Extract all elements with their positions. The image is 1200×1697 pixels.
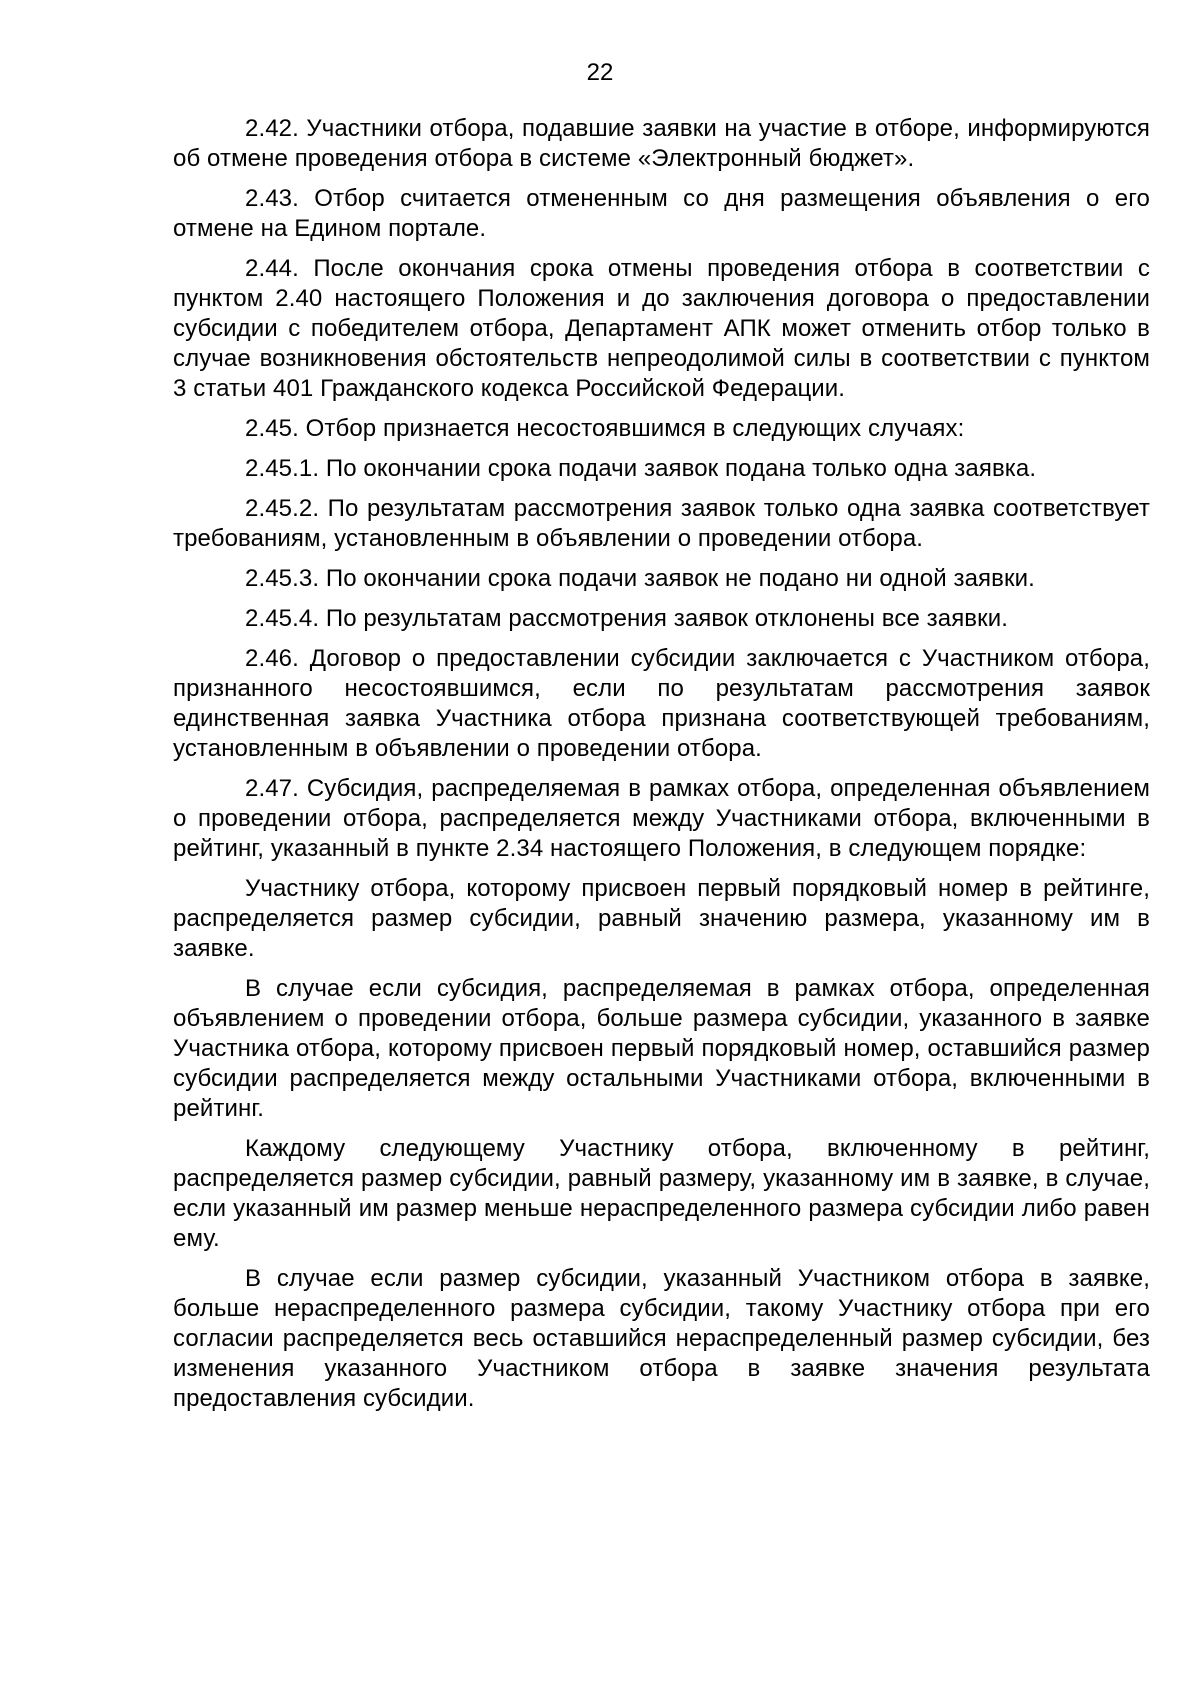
paragraph-2-45-1: 2.45.1. По окончании срока подачи заявок подана только одна заявка. <box>245 455 1037 482</box>
paragraph-2-44: 2.44. После окончания срока отмены проведения отбора в соответствии с пунктом 2.40 настоящего Положения и до заключения договора о предоставлении субсидии с победителем отбора, Департамент АПК может отменить отбор только в случае возникновения обстоятельств непреодолимой силы в соответствии с пунктом 3 статьи 401 Гражданского кодекса Российской Федерации. <box>173 255 1150 402</box>
paragraph-2-45-4: 2.45.4. По результатам рассмотрения заявок отклонены все заявки. <box>245 605 1009 632</box>
paragraph-remaining-subsidy: В случае если субсидия, распределяемая в рамках отбора, определенная объявлением о проведении отбора, больше размера субсидии, указанного в заявке Участника отбора, которому присвоен первый порядковый номер, оставшийся размер субсидии распределяется между остальными Участниками отбора, включенными в рейтинг. <box>173 975 1150 1122</box>
paragraph-2-42: 2.42. Участники отбора, подавшие заявки на участие в отборе, информируются об отмене проведения отбора в системе «Электронный бюджет». <box>173 115 1150 172</box>
paragraph-exceeding-request: В случае если размер субсидии, указанный Участником отбора в заявке, больше нераспределенного размера субсидии, такому Участнику отбора при его согласии распределяется весь оставшийся нераспределенный размер субсидии, без изменения указанного Участником отбора в заявке значения результата предоставления субсидии. <box>173 1265 1150 1412</box>
paragraph-next-participant: Каждому следующему Участнику отбора, включенному в рейтинг, распределяется размер субсидии, равный размеру, указанному им в заявке, в случае, если указанный им размер меньше нераспределенного размера субсидии либо равен ему. <box>173 1135 1150 1252</box>
paragraph-2-43: 2.43. Отбор считается отмененным со дня размещения объявления о его отмене на Едином портале. <box>173 185 1150 242</box>
paragraph-2-46: 2.46. Договор о предоставлении субсидии заключается с Участником отбора, признанного несостоявшимся, если по результатам рассмотрения заявок единственная заявка Участника отбора признана соответствующей требованиям, установленным в объявлении о проведении отбора. <box>173 645 1150 762</box>
paragraph-2-45-2: 2.45.2. По результатам рассмотрения заявок только одна заявка соответствует требованиям, установленным в объявлении о проведении отбора. <box>173 495 1150 552</box>
paragraph-2-47: 2.47. Субсидия, распределяемая в рамках отбора, определенная объявлением о проведении отбора, распределяется между Участниками отбора, включенными в рейтинг, указанный в пункте 2.34 настоящего Положения, в следующем порядке: <box>173 775 1150 862</box>
paragraph-2-45-3: 2.45.3. По окончании срока подачи заявок не подано ни одной заявки. <box>245 565 1035 592</box>
paragraph-first-participant: Участнику отбора, которому присвоен первый порядковый номер в рейтинге, распределяется размер субсидии, равный значению размера, указанному им в заявке. <box>173 875 1150 962</box>
paragraph-2-45: 2.45. Отбор признается несостоявшимся в следующих случаях: <box>245 415 965 442</box>
document-body <box>173 114 1150 1424</box>
page-number: 22 <box>586 59 614 86</box>
